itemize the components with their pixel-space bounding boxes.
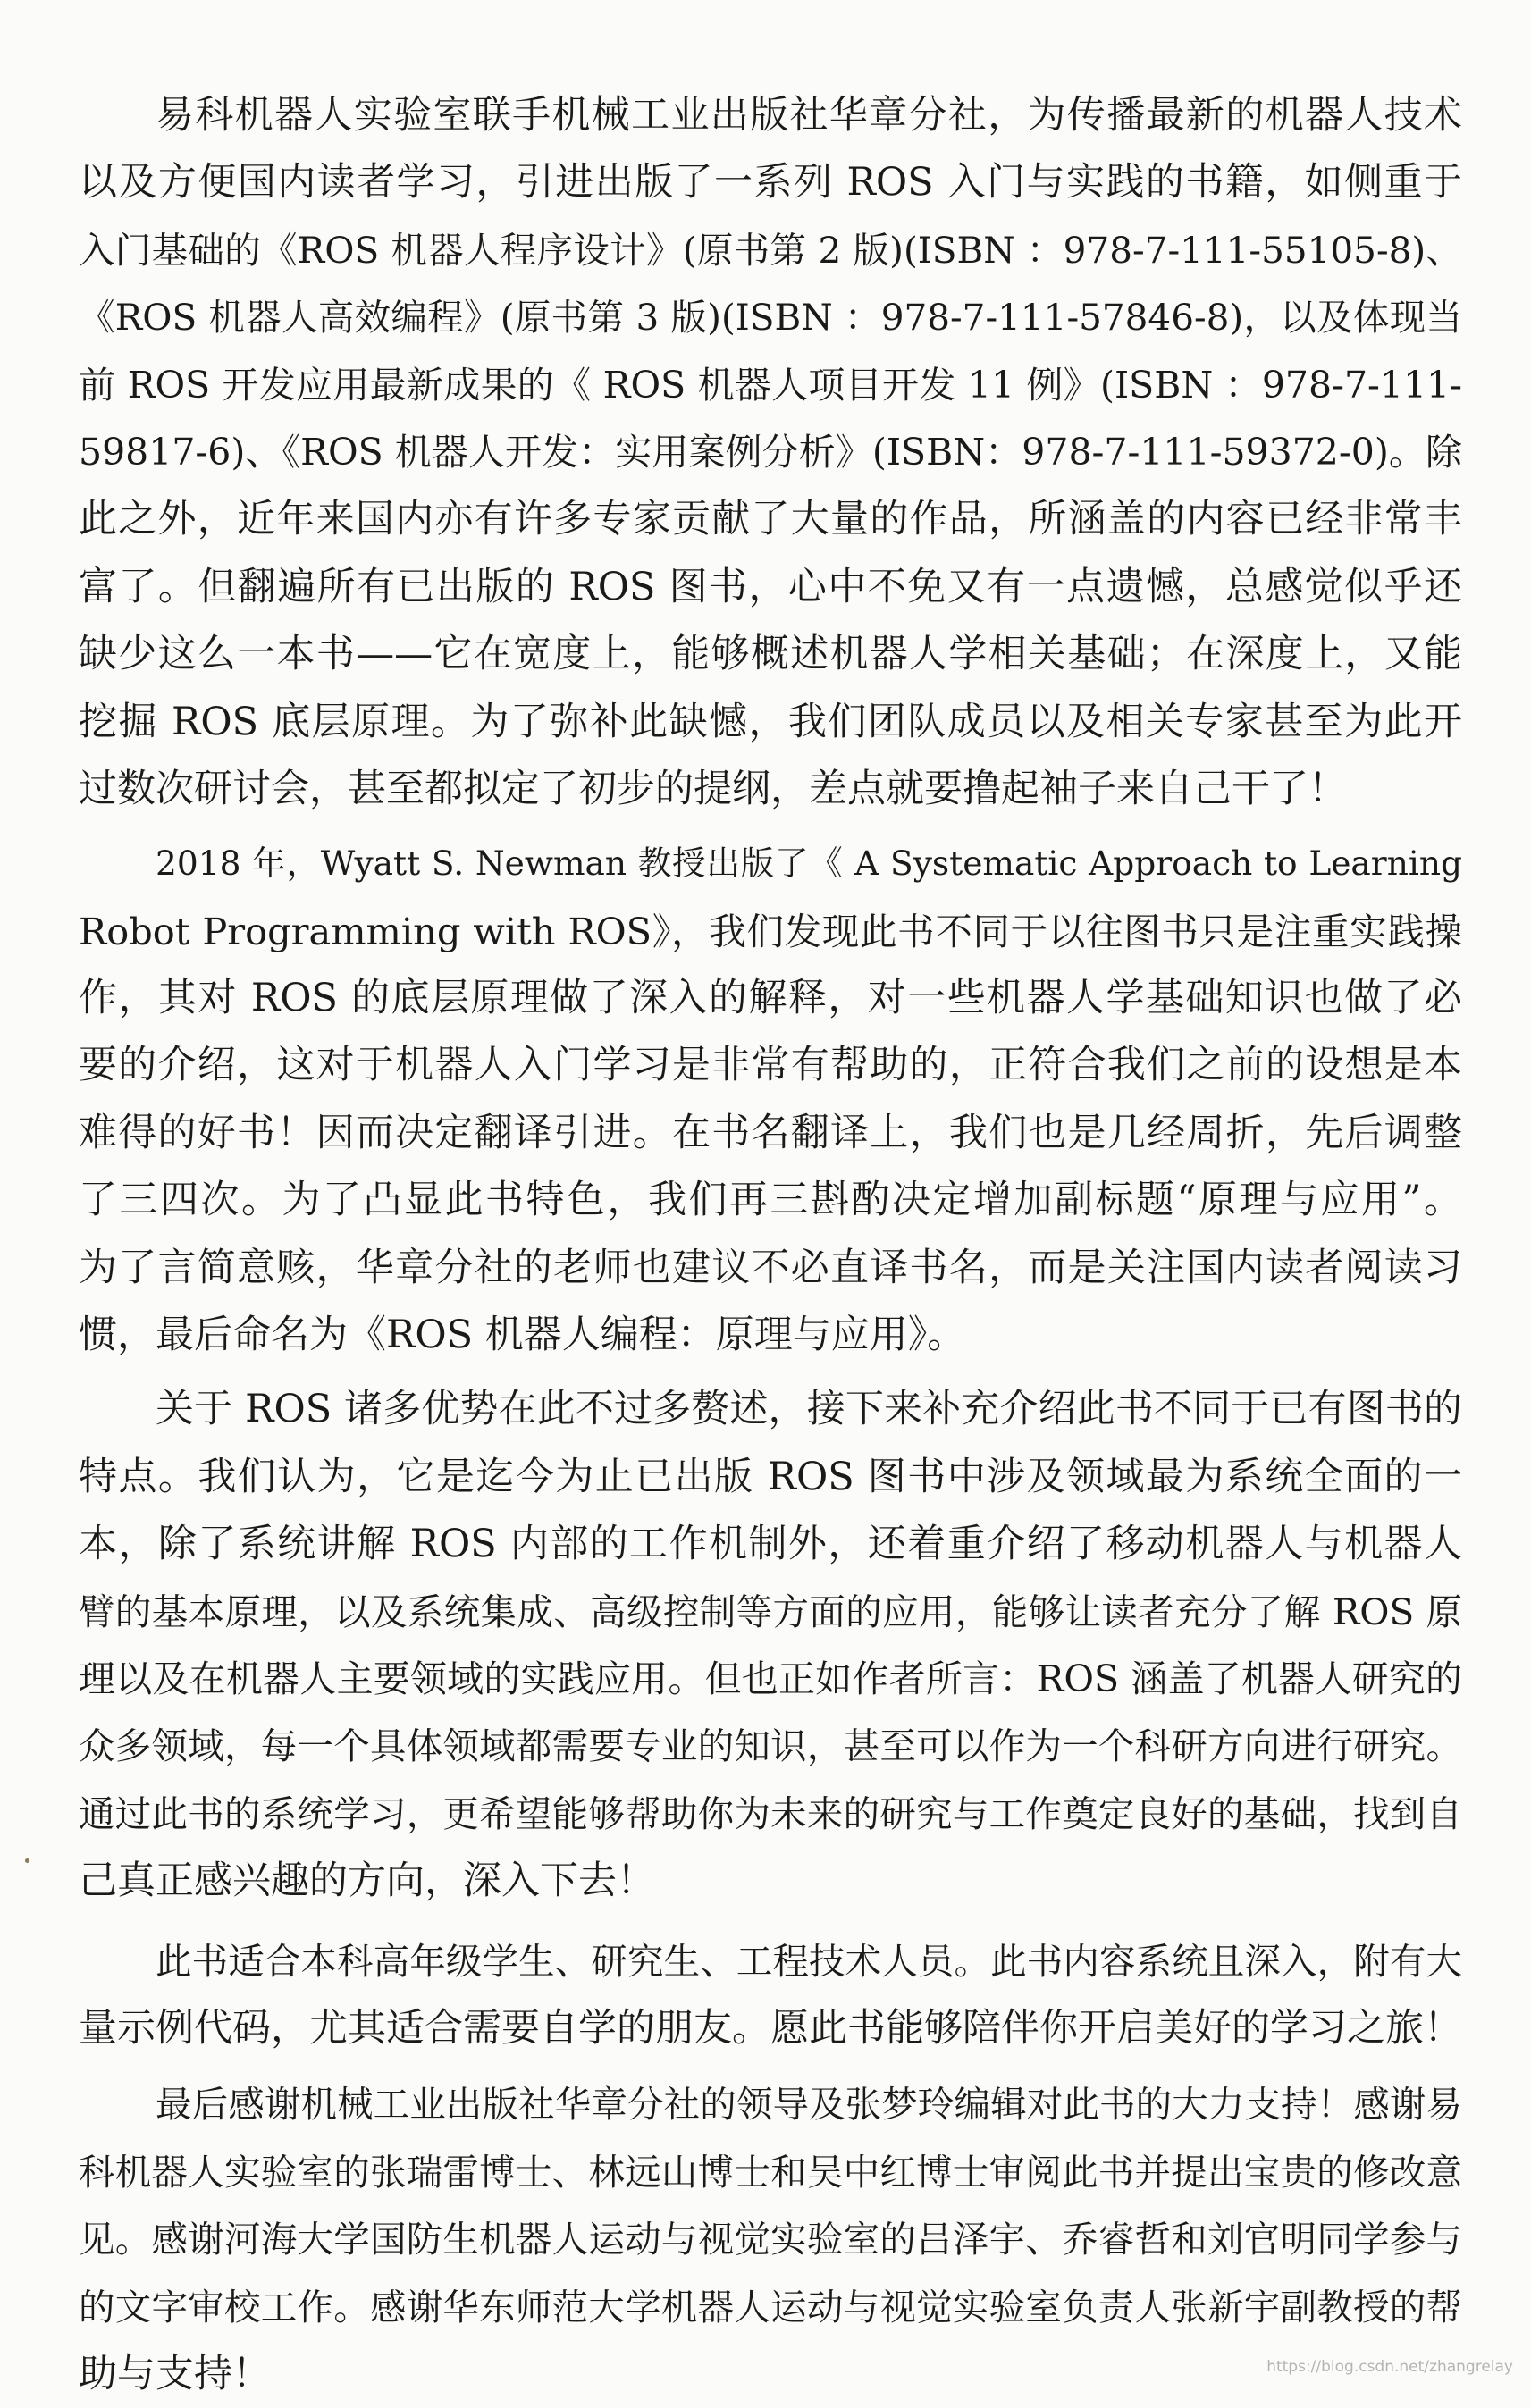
text-line: 众多领域，每一个具体领域都需要专业的知识，甚至可以作为一个科研方向进行研究。 <box>79 1724 1462 1768</box>
paragraph-1 <box>79 82 1462 823</box>
watermark: https://blog.csdn.net/zhangrelay <box>1266 2358 1513 2376</box>
text-line: 入门基础的《ROS 机器人程序设计》(原书第 2 版)(ISBN ：978-7-111-55105-8)、 <box>79 228 1462 272</box>
text-line: 惯，最后命名为《ROS 机器人编程：原理与应用》。 <box>79 1313 966 1358</box>
text-line: 2018 年，Wyatt S. Newman 教授出版了《 A Systematic Approach to Learning <box>156 843 1462 884</box>
text-line: 此书适合本科高年级学生、研究生、工程技术人员。此书内容系统且深入，附有大 <box>156 1939 1462 1983</box>
text-line: 挖掘 ROS 底层原理。为了弥补此缺憾，我们团队成员以及相关专家甚至为此开 <box>79 699 1462 744</box>
text-line: 科机器人实验室的张瑞雷博士、林远山博士和吴中红博士审阅此书并提出宝贵的修改意 <box>79 2150 1462 2194</box>
text-line: 为了言简意赅，华章分社的老师也建议不必直译书名，而是关注国内读者阅读习 <box>79 1245 1462 1290</box>
text-line: 难得的好书！因而决定翻译引进。在书名翻译上，我们也是几经周折，先后调整 <box>79 1110 1462 1155</box>
text-line: 59817-6)、《ROS 机器人开发：实用案例分析》(ISBN：978-7-111-59372-0)。除 <box>79 430 1462 474</box>
text-line: 的文字审校工作。感谢华东师范大学机器人运动与视觉实验室负责人张新宇副教授的帮 <box>79 2285 1462 2328</box>
text-line: 了三四次。为了凸显此书特色，我们再三斟酌决定增加副标题“原理与应用”。 <box>79 1178 1462 1223</box>
text-line: 缺少这么一本书——它在宽度上，能够概述机器人学相关基础；在深度上，又能 <box>79 632 1462 677</box>
text-line: 量示例代码，尤其适合需要自学的朋友。愿此书能够陪伴你开启美好的学习之旅！ <box>79 2005 1462 2051</box>
text-line: 富了。但翻遍所有已出版的 ROS 图书，心中不免又有一点遗憾，总感觉似乎还 <box>79 564 1462 609</box>
text-line: 通过此书的系统学习，更希望能够帮助你为未来的研究与工作奠定良好的基础，找到自 <box>79 1791 1462 1835</box>
text-line: 助与支持！ <box>79 2351 271 2396</box>
text-line: 本，除了系统讲解 ROS 内部的工作机制外，还着重介绍了移动机器人与机器人 <box>79 1522 1462 1567</box>
text-line: 关于 ROS 诸多优势在此不过多赘述，接下来补充介绍此书不同于已有图书的 <box>156 1387 1462 1432</box>
text-line: 此之外，近年来国内亦有许多专家贡献了大量的作品，所涵盖的内容已经非常丰 <box>79 497 1462 542</box>
document-page <box>79 82 1462 2408</box>
text-line: 过数次研讨会，甚至都拟定了初步的提纲，差点就要撸起袖子来自己干了！ <box>79 766 1347 811</box>
text-line: 见。感谢河海大学国防生机器人运动与视觉实验室的吕泽宇、乔睿哲和刘官明同学参与 <box>79 2218 1462 2261</box>
paragraph-5 <box>79 2071 1462 2408</box>
paragraph-2 <box>79 830 1462 1369</box>
text-line: 己真正感兴趣的方向，深入下去！ <box>79 1858 655 1904</box>
paragraph-4 <box>79 1928 1462 2063</box>
text-line: 臂的基本原理，以及系统集成、高级控制等方面的应用，能够让读者充分了解 ROS 原 <box>79 1590 1462 1633</box>
text-line: 《ROS 机器人高效编程》(原书第 3 版)(ISBN ：978-7-111-57846-8)，以及体现当 <box>79 296 1462 340</box>
text-line: 要的介绍，这对于机器人入门学习是非常有帮助的，正符合我们之前的设想是本 <box>79 1043 1462 1088</box>
scan-speck <box>25 1858 29 1863</box>
text-line: 以及方便国内读者学习，引进出版了一系列 ROS 入门与实践的书籍，如侧重于 <box>79 160 1462 206</box>
text-line: 易科机器人实验室联手机械工业出版社华章分社，为传播最新的机器人技术 <box>156 93 1462 138</box>
text-line: 最后感谢机械工业出版社华章分社的领导及张梦玲编辑对此书的大力支持！感谢易 <box>156 2083 1462 2127</box>
text-line: 前 ROS 开发应用最新成果的《 ROS 机器人项目开发 11 例》(ISBN ：978-7-111- <box>79 363 1462 407</box>
text-line: Robot Programming with ROS》，我们发现此书不同于以往图书只是注重实践操 <box>79 909 1462 953</box>
text-line: 特点。我们认为，它是迄今为止已出版 ROS 图书中涉及领域最为系统全面的一 <box>79 1454 1462 1499</box>
text-line: 理以及在机器人主要领域的实践应用。但也正如作者所言：ROS 涵盖了机器人研究的 <box>79 1657 1462 1700</box>
paragraph-3 <box>79 1376 1462 1915</box>
text-line: 作，其对 ROS 的底层原理做了深入的解释，对一些机器人学基础知识也做了必 <box>79 976 1462 1021</box>
